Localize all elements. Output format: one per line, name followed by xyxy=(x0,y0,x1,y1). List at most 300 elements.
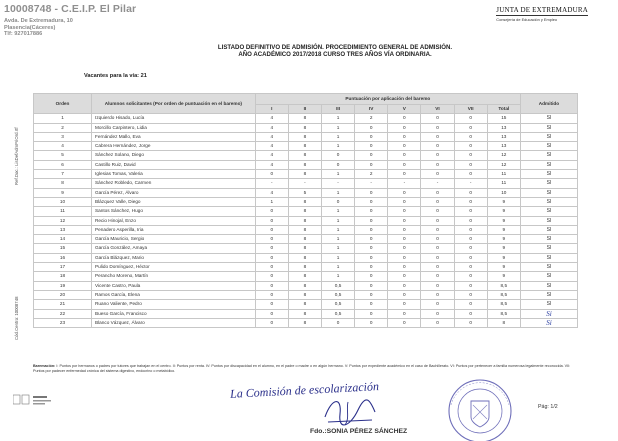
table-row xyxy=(34,197,578,206)
row-score: 0 xyxy=(421,188,454,197)
row-score: 1 xyxy=(322,235,355,244)
signer-name: Fdo.:SONIA PÉREZ SÁNCHEZ xyxy=(310,428,408,435)
row-score: 8 xyxy=(288,309,321,318)
row-name: Cabrera Hernández, Jorge xyxy=(92,142,256,151)
row-score: - xyxy=(288,179,321,188)
row-score: 0 xyxy=(388,225,421,234)
row-admitido: SI xyxy=(520,151,577,160)
row-score: 0 xyxy=(388,318,421,327)
row-score: 2 xyxy=(355,170,388,179)
row-score: 8 xyxy=(288,272,321,281)
row-score: 0 xyxy=(454,235,487,244)
row-score: 0 xyxy=(255,300,288,309)
row-score: 0 xyxy=(255,207,288,216)
row-admitido: SI xyxy=(520,179,577,188)
row-score: 0 xyxy=(421,207,454,216)
row-admitido: SI xyxy=(520,197,577,206)
row-name: García Pérez, Álvaro xyxy=(92,188,256,197)
row-score: 1 xyxy=(322,263,355,272)
row-score: 0 xyxy=(322,160,355,169)
row-score: 0 xyxy=(388,281,421,290)
row-score: - xyxy=(255,179,288,188)
row-total: 13 xyxy=(487,123,520,132)
row-score: 0 xyxy=(454,309,487,318)
table-row xyxy=(34,263,578,272)
row-score: 0 xyxy=(388,132,421,141)
col-vi: VI xyxy=(421,105,454,114)
row-score: 1 xyxy=(255,197,288,206)
row-score: 4 xyxy=(255,114,288,123)
side-ref-doc: Ref.Doc.: LisDefAdmPriOrd.rtf xyxy=(14,127,19,185)
row-score: - xyxy=(421,179,454,188)
row-score: 8 xyxy=(288,114,321,123)
row-total: 15 xyxy=(487,114,520,123)
table-row xyxy=(34,253,578,262)
row-total: 9 xyxy=(487,244,520,253)
title-line-1: LISTADO DEFINITIVO DE ADMISIÓN. PROCEDIMIENTO GENERAL DE ADMISIÓN. xyxy=(217,44,453,51)
row-score: - xyxy=(454,179,487,188)
row-total: 8,5 xyxy=(487,300,520,309)
row-name: Castillo Ruiz, David xyxy=(92,160,256,169)
row-score: 0 xyxy=(355,132,388,141)
row-total: 8,5 xyxy=(487,281,520,290)
junta-dept: Consejería de Educación y Empleo xyxy=(496,17,558,22)
row-score: 0 xyxy=(388,197,421,206)
row-score: 1 xyxy=(322,142,355,151)
table-row xyxy=(34,300,578,309)
row-score: 0,5 xyxy=(322,309,355,318)
row-total: 9 xyxy=(487,235,520,244)
row-score: 0 xyxy=(255,244,288,253)
row-total: 9 xyxy=(487,272,520,281)
row-score: 0 xyxy=(454,244,487,253)
row-orden: 13 xyxy=(34,225,92,234)
row-orden: 15 xyxy=(34,244,92,253)
row-score: 0,5 xyxy=(322,290,355,299)
row-score: 1 xyxy=(322,123,355,132)
row-score: 0,5 xyxy=(322,281,355,290)
table-row xyxy=(34,290,578,299)
table-row xyxy=(34,160,578,169)
table-row xyxy=(34,309,578,318)
row-score: 0 xyxy=(388,207,421,216)
row-score: 4 xyxy=(255,151,288,160)
row-score: 0 xyxy=(421,197,454,206)
row-name: Recio Hinojal, Enzo xyxy=(92,216,256,225)
row-score: 8 xyxy=(288,244,321,253)
row-total: 10 xyxy=(487,188,520,197)
row-score: - xyxy=(322,179,355,188)
row-orden: 5 xyxy=(34,151,92,160)
row-name: Sánchez Robledo, Carmen xyxy=(92,179,256,188)
row-score: 0 xyxy=(388,300,421,309)
row-score: 0 xyxy=(454,197,487,206)
row-name: Penadero Asperilla, Iria xyxy=(92,225,256,234)
row-score: 0 xyxy=(421,132,454,141)
row-name: Iglesias Tomas, Valeria xyxy=(92,170,256,179)
col-ii: II xyxy=(288,105,321,114)
row-score: 0 xyxy=(388,170,421,179)
row-name: Vicente Castro, Paula xyxy=(92,281,256,290)
row-score: 0 xyxy=(454,188,487,197)
row-score: 0 xyxy=(388,151,421,160)
row-score: 0,5 xyxy=(322,300,355,309)
row-score: 1 xyxy=(322,207,355,216)
row-score: 8 xyxy=(288,123,321,132)
row-name: Izquierdo Hisado, Lucía xyxy=(92,114,256,123)
row-score: 0 xyxy=(454,160,487,169)
table-row xyxy=(34,244,578,253)
row-score: 8 xyxy=(288,197,321,206)
table-row xyxy=(34,151,578,160)
row-score: 0 xyxy=(388,142,421,151)
col-vii: VII xyxy=(454,105,487,114)
table-row xyxy=(34,216,578,225)
row-score: 0 xyxy=(421,309,454,318)
row-score: 4 xyxy=(255,142,288,151)
col-iv: IV xyxy=(355,105,388,114)
eu-logos xyxy=(13,394,69,406)
col-v: V xyxy=(388,105,421,114)
row-score: 8 xyxy=(288,300,321,309)
row-score: 0 xyxy=(355,188,388,197)
row-score: 8 xyxy=(288,253,321,262)
row-score: 0 xyxy=(454,216,487,225)
row-name: García Blázquez, Mario xyxy=(92,253,256,262)
school-header xyxy=(4,3,204,38)
row-total: 9 xyxy=(487,207,520,216)
row-score: 8 xyxy=(288,281,321,290)
row-score: 0 xyxy=(421,225,454,234)
row-score: 0 xyxy=(454,151,487,160)
table-row xyxy=(34,179,578,188)
row-name: Blázquez Valle, Diego xyxy=(92,197,256,206)
row-score: - xyxy=(355,179,388,188)
table-row xyxy=(34,318,578,327)
row-score: 8 xyxy=(288,151,321,160)
row-score: 1 xyxy=(322,170,355,179)
row-admitido: SI xyxy=(520,114,577,123)
table-row xyxy=(34,188,578,197)
row-total: 9 xyxy=(487,253,520,262)
school-phone: Tlf: 927017886 xyxy=(4,31,43,38)
row-score: 0 xyxy=(421,263,454,272)
row-score: 1 xyxy=(322,114,355,123)
row-name: Perancho Moreno, Martín xyxy=(92,272,256,281)
row-score: 0 xyxy=(421,151,454,160)
row-score: 0 xyxy=(322,151,355,160)
row-score: 0 xyxy=(355,160,388,169)
signature-handwriting: La Comisión de escolarización xyxy=(229,379,380,401)
row-admitido: SI xyxy=(520,290,577,299)
row-score: 0 xyxy=(454,225,487,234)
row-admitido: SI xyxy=(520,272,577,281)
row-orden: 7 xyxy=(34,170,92,179)
table-row xyxy=(34,281,578,290)
row-score: 8 xyxy=(288,225,321,234)
row-score: 0 xyxy=(355,151,388,160)
row-admitido: SI xyxy=(520,281,577,290)
row-score: 0 xyxy=(388,160,421,169)
row-orden: 2 xyxy=(34,123,92,132)
row-orden: 11 xyxy=(34,207,92,216)
row-score: 0 xyxy=(355,244,388,253)
row-name: Ramos García, Elena xyxy=(92,290,256,299)
row-score: 0 xyxy=(355,225,388,234)
row-score: 8 xyxy=(288,263,321,272)
col-i: I xyxy=(255,105,288,114)
row-score: 0 xyxy=(454,132,487,141)
row-score: 0 xyxy=(388,123,421,132)
row-score: 0 xyxy=(255,235,288,244)
table-row xyxy=(34,235,578,244)
row-score: 0 xyxy=(355,300,388,309)
col-admitido: Admitido xyxy=(520,94,577,114)
row-orden: 17 xyxy=(34,263,92,272)
row-admitido: SI xyxy=(520,123,577,132)
row-total: 11 xyxy=(487,179,520,188)
row-score: 0 xyxy=(454,207,487,216)
signature-scribble xyxy=(320,392,380,430)
row-score: 0 xyxy=(421,160,454,169)
row-admitido: SI xyxy=(520,263,577,272)
row-score: 0 xyxy=(388,235,421,244)
col-puntuacion: Puntuación por aplicación del baremo xyxy=(255,94,520,105)
table-header-row xyxy=(34,94,578,105)
row-name: Ruano Valiente, Pedro xyxy=(92,300,256,309)
row-score: 0 xyxy=(421,123,454,132)
row-orden: 4 xyxy=(34,142,92,151)
row-score: 0 xyxy=(421,170,454,179)
row-score: 0 xyxy=(355,235,388,244)
row-score: 0 xyxy=(355,272,388,281)
admission-table xyxy=(33,93,578,328)
row-score: - xyxy=(388,179,421,188)
row-orden: 3 xyxy=(34,132,92,141)
col-total: Total xyxy=(487,105,520,114)
row-score: 0 xyxy=(255,170,288,179)
row-name: Fernández Mallo, Eva xyxy=(92,132,256,141)
row-total: 13 xyxy=(487,132,520,141)
row-orden: 18 xyxy=(34,272,92,281)
row-total: 8 xyxy=(487,318,520,327)
row-score: 0 xyxy=(454,290,487,299)
row-score: 0 xyxy=(355,318,388,327)
row-admitido: SI xyxy=(520,142,577,151)
row-total: 8,5 xyxy=(487,290,520,299)
row-score: 1 xyxy=(322,132,355,141)
row-score: 4 xyxy=(255,132,288,141)
row-score: 0 xyxy=(255,225,288,234)
row-score: 0 xyxy=(255,290,288,299)
row-score: 8 xyxy=(288,142,321,151)
row-score: 0 xyxy=(454,263,487,272)
row-score: 0 xyxy=(421,281,454,290)
row-admitido: SI xyxy=(520,300,577,309)
row-score: 0 xyxy=(421,272,454,281)
row-score: 0 xyxy=(355,290,388,299)
row-score: 0 xyxy=(421,235,454,244)
row-name: Blanco Vázquez, Álvaro xyxy=(92,318,256,327)
row-admitido: SI xyxy=(520,160,577,169)
row-score: 0 xyxy=(255,309,288,318)
row-score: 1 xyxy=(322,225,355,234)
row-admitido: Si xyxy=(520,318,577,327)
row-score: 8 xyxy=(288,235,321,244)
row-score: 0 xyxy=(454,300,487,309)
row-total: 9 xyxy=(487,216,520,225)
row-orden: 14 xyxy=(34,235,92,244)
row-score: 5 xyxy=(288,188,321,197)
school-address: Avda. De Extremadura, 10 xyxy=(4,18,73,24)
school-city: Plasencia(Cáceres) xyxy=(4,24,56,31)
row-name: García Mauricio, Sergio xyxy=(92,235,256,244)
row-score: 0 xyxy=(454,170,487,179)
row-score: 1 xyxy=(322,272,355,281)
row-score: 0 xyxy=(421,114,454,123)
row-admitido: SI xyxy=(520,207,577,216)
row-score: 0 xyxy=(355,281,388,290)
row-score: 0 xyxy=(388,244,421,253)
row-score: 0 xyxy=(388,309,421,318)
row-admitido: SI xyxy=(520,225,577,234)
row-score: 0 xyxy=(355,142,388,151)
junta-name: JUNTA DE EXTREMADURA xyxy=(496,6,588,14)
row-score: 8 xyxy=(288,290,321,299)
side-ref-centro: Cód.Centro: 10008748 xyxy=(14,296,19,340)
row-score: 0 xyxy=(255,272,288,281)
row-orden: 1 xyxy=(34,114,92,123)
row-score: 0 xyxy=(421,318,454,327)
row-score: 1 xyxy=(322,188,355,197)
row-score: 0 xyxy=(388,272,421,281)
row-total: 13 xyxy=(487,142,520,151)
row-orden: 9 xyxy=(34,188,92,197)
row-orden: 6 xyxy=(34,160,92,169)
row-score: 0 xyxy=(388,114,421,123)
junta-logo xyxy=(496,6,588,22)
row-score: 0 xyxy=(454,318,487,327)
row-score: 8 xyxy=(288,216,321,225)
row-score: 0 xyxy=(421,244,454,253)
table-row xyxy=(34,225,578,234)
col-alumnos: Alumnos solicitantes (Por orden de puntuación en el baremo) xyxy=(92,94,256,114)
row-score: 0 xyxy=(255,318,288,327)
col-iii: III xyxy=(322,105,355,114)
row-admitido: Si xyxy=(520,309,577,318)
table-row xyxy=(34,142,578,151)
row-score: 0 xyxy=(421,290,454,299)
row-score: 1 xyxy=(322,253,355,262)
row-orden: 21 xyxy=(34,300,92,309)
vacantes-label: Vacantes para la vía: 21 xyxy=(84,73,147,79)
row-score: 0 xyxy=(388,253,421,262)
row-admitido: SI xyxy=(520,170,577,179)
row-score: 0 xyxy=(322,318,355,327)
row-score: 0 xyxy=(255,281,288,290)
row-orden: 22 xyxy=(34,309,92,318)
row-total: 11 xyxy=(487,170,520,179)
row-total: 9 xyxy=(487,197,520,206)
row-score: 1 xyxy=(322,244,355,253)
baremo-legend xyxy=(33,364,578,374)
row-score: 8 xyxy=(288,318,321,327)
row-score: 8 xyxy=(288,207,321,216)
official-stamp xyxy=(437,375,523,441)
row-admitido: SI xyxy=(520,253,577,262)
row-score: 8 xyxy=(288,132,321,141)
title-line-2: AÑO ACADÉMICO 2017/2018 CURSO TRES AÑOS VÍA ORDINARIA. xyxy=(238,51,432,59)
legend-text: I: Puntos por hermanos o padres por tutores que trabajan en el centro. II: Puntos por renta. IV: Puntos por discapacidad en el alumno, en el padre o madre o en algún hermano. V: Puntos por expediente académico en el caso de Bachillerato. VI: Puntos por pertenecer a familia numerosa legalmente reconocida. VII: Puntos por padecer enfermedad crónica del sistema digestivo, endocrino o metabólico. xyxy=(33,364,571,373)
row-score: 0 xyxy=(454,272,487,281)
row-total: 9 xyxy=(487,225,520,234)
row-score: 4 xyxy=(255,160,288,169)
row-score: 1 xyxy=(322,216,355,225)
table-row xyxy=(34,207,578,216)
row-orden: 16 xyxy=(34,253,92,262)
row-name: Santos Sánchez, Hugo xyxy=(92,207,256,216)
table-row xyxy=(34,114,578,123)
row-score: 0 xyxy=(255,216,288,225)
row-score: 0 xyxy=(355,309,388,318)
row-admitido: SI xyxy=(520,235,577,244)
row-score: 0 xyxy=(255,263,288,272)
row-score: 4 xyxy=(255,123,288,132)
row-name: García González, Amaya xyxy=(92,244,256,253)
row-admitido: SI xyxy=(520,216,577,225)
row-score: 0 xyxy=(454,142,487,151)
row-score: 4 xyxy=(255,188,288,197)
row-score: 0 xyxy=(388,216,421,225)
row-name: Morcillo Carpintero, Lidia xyxy=(92,123,256,132)
page-number: Pág: 1/2 xyxy=(538,404,558,410)
row-score: 0 xyxy=(421,142,454,151)
row-total: 12 xyxy=(487,151,520,160)
row-score: 0 xyxy=(355,197,388,206)
row-score: 0 xyxy=(454,253,487,262)
row-score: 0 xyxy=(454,114,487,123)
row-admitido: SI xyxy=(520,188,577,197)
row-score: 0 xyxy=(454,123,487,132)
row-score: 8 xyxy=(288,160,321,169)
row-admitido: SI xyxy=(520,244,577,253)
table-row xyxy=(34,132,578,141)
row-score: 0 xyxy=(355,263,388,272)
row-score: 0 xyxy=(355,207,388,216)
row-score: 0 xyxy=(388,290,421,299)
row-score: 0 xyxy=(454,281,487,290)
row-total: 8,5 xyxy=(487,309,520,318)
row-name: Sánchez Solano, Diego xyxy=(92,151,256,160)
school-title: 10008748 - C.E.I.P. El Pilar xyxy=(4,3,137,15)
row-total: 9 xyxy=(487,263,520,272)
row-score: 0 xyxy=(355,123,388,132)
row-name: Pulido Domínguez, Héctor xyxy=(92,263,256,272)
col-orden: Orden xyxy=(34,94,92,114)
table-row xyxy=(34,170,578,179)
row-orden: 19 xyxy=(34,281,92,290)
row-score: 0 xyxy=(421,253,454,262)
row-orden: 12 xyxy=(34,216,92,225)
row-score: 0 xyxy=(355,216,388,225)
row-total: 12 xyxy=(487,160,520,169)
document-title xyxy=(140,44,530,58)
row-score: 8 xyxy=(288,170,321,179)
row-orden: 20 xyxy=(34,290,92,299)
legend-key: Baremación: xyxy=(33,364,56,368)
row-score: 0 xyxy=(388,188,421,197)
row-name: Bueso García, Francisco xyxy=(92,309,256,318)
